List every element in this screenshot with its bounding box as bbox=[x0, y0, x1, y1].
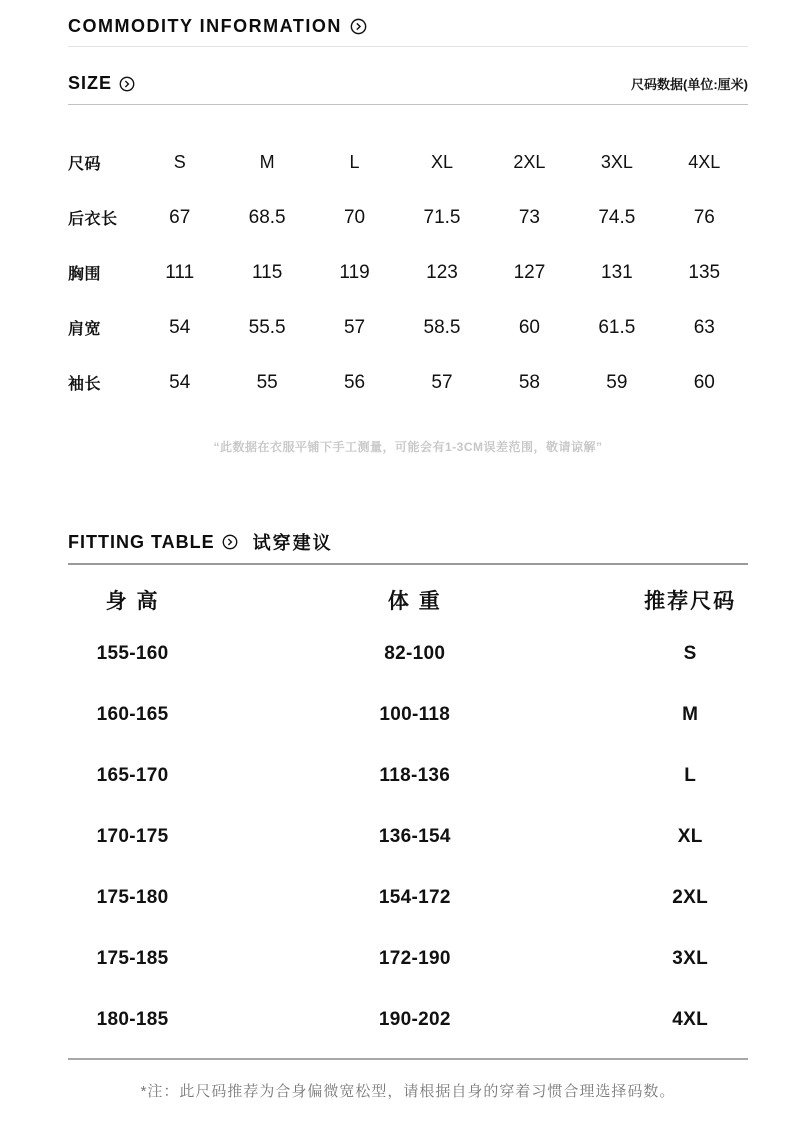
fitting-table-row bbox=[68, 989, 748, 1050]
size-table bbox=[68, 135, 748, 410]
fitting-column-header: 身 高 bbox=[105, 590, 160, 613]
size-value-cell: 111 bbox=[165, 261, 195, 283]
recommended-size-cell: 4XL bbox=[672, 1008, 709, 1030]
page-title-text: COMMODITY INFORMATION bbox=[68, 16, 342, 36]
size-value-cell: 63 bbox=[693, 316, 715, 338]
size-value-cell: 74.5 bbox=[598, 206, 636, 228]
circle-arrow-icon bbox=[350, 18, 367, 35]
size-section-header bbox=[68, 73, 748, 94]
height-range-cell: 155-160 bbox=[96, 642, 169, 664]
fitting-table-row bbox=[68, 623, 748, 684]
unit-label: 尺码数据(单位:厘米) bbox=[631, 77, 748, 92]
height-range-cell: 170-175 bbox=[96, 825, 169, 847]
size-heading bbox=[68, 73, 135, 94]
fitting-heading-en: FITTING TABLE bbox=[68, 531, 215, 552]
size-column-header: 3XL bbox=[600, 152, 633, 172]
size-value-cell: 59 bbox=[606, 371, 628, 393]
size-value-cell: 55.5 bbox=[248, 316, 286, 338]
recommended-size-cell: 3XL bbox=[672, 947, 709, 969]
fitting-table-row bbox=[68, 745, 748, 806]
size-value-cell: 60 bbox=[518, 316, 540, 338]
size-value-cell: 58 bbox=[518, 371, 540, 393]
height-range-cell: 165-170 bbox=[96, 764, 169, 786]
recommended-size-cell: XL bbox=[677, 825, 703, 847]
size-row-label: 后衣长 bbox=[68, 211, 118, 228]
recommended-size-cell: S bbox=[683, 642, 697, 664]
size-value-cell: 71.5 bbox=[423, 206, 461, 228]
fitting-section-header bbox=[68, 529, 748, 555]
size-value-cell: 131 bbox=[601, 261, 633, 283]
height-range-cell: 180-185 bbox=[96, 1008, 169, 1030]
size-value-cell: 57 bbox=[343, 316, 366, 338]
fitting-heading-zh: 试穿建议 bbox=[252, 533, 333, 553]
size-value-cell: 54 bbox=[169, 371, 191, 393]
size-value-cell: 56 bbox=[343, 371, 366, 393]
size-row-label: 肩宽 bbox=[68, 321, 102, 338]
fitting-table-row bbox=[68, 867, 748, 928]
fitting-table-row bbox=[68, 806, 748, 867]
size-column-header: XL bbox=[430, 152, 453, 172]
size-value-cell: 115 bbox=[251, 261, 283, 283]
fitting-column-header: 体 重 bbox=[387, 590, 442, 613]
size-value-cell: 61.5 bbox=[598, 316, 636, 338]
size-value-cell: 58.5 bbox=[423, 316, 461, 338]
size-row-label: 尺码 bbox=[68, 156, 102, 173]
recommended-size-cell: L bbox=[684, 764, 697, 786]
size-heading-text: SIZE bbox=[68, 73, 113, 93]
size-table-header-row bbox=[68, 135, 748, 190]
fitting-table-row bbox=[68, 684, 748, 745]
size-column-header: 2XL bbox=[513, 152, 546, 172]
size-value-cell: 57 bbox=[431, 371, 453, 393]
size-value-cell: 67 bbox=[169, 206, 191, 228]
size-table-row bbox=[68, 190, 748, 245]
height-range-cell: 175-185 bbox=[96, 947, 169, 969]
height-range-cell: 160-165 bbox=[96, 703, 169, 725]
fitting-table-row bbox=[68, 928, 748, 989]
divider bbox=[68, 104, 748, 105]
size-column-header: M bbox=[259, 152, 275, 172]
size-value-cell: 123 bbox=[426, 261, 458, 283]
weight-range-cell: 190-202 bbox=[378, 1008, 451, 1030]
height-range-cell: 175-180 bbox=[96, 886, 169, 908]
size-value-cell: 119 bbox=[339, 261, 370, 283]
size-table-row bbox=[68, 355, 748, 410]
size-column-header: L bbox=[349, 152, 360, 172]
size-value-cell: 76 bbox=[693, 206, 715, 228]
weight-range-cell: 172-190 bbox=[378, 947, 451, 969]
circle-arrow-icon bbox=[119, 76, 135, 92]
size-row-label: 胸围 bbox=[68, 266, 102, 283]
size-table-row bbox=[68, 300, 748, 355]
size-value-cell: 54 bbox=[169, 316, 191, 338]
weight-range-cell: 118-136 bbox=[379, 764, 451, 786]
weight-range-cell: 100-118 bbox=[379, 703, 451, 725]
size-value-cell: 68.5 bbox=[248, 206, 286, 228]
weight-range-cell: 154-172 bbox=[378, 886, 451, 908]
size-value-cell: 70 bbox=[343, 206, 366, 228]
fitting-table-header-row bbox=[68, 577, 748, 623]
weight-range-cell: 82-100 bbox=[384, 642, 446, 664]
size-value-cell: 135 bbox=[688, 261, 721, 283]
size-table-row bbox=[68, 245, 748, 300]
fitting-table bbox=[68, 577, 748, 1050]
fitting-heading bbox=[68, 529, 333, 555]
recommended-size-cell: 2XL bbox=[672, 886, 709, 908]
size-value-cell: 73 bbox=[518, 206, 540, 228]
fitting-column-header: 推荐尺码 bbox=[644, 590, 737, 613]
divider bbox=[68, 46, 748, 47]
circle-arrow-icon bbox=[222, 534, 238, 550]
weight-range-cell: 136-154 bbox=[378, 825, 451, 847]
measurement-note: “此数据在衣服平铺下手工测量，可能会有1-3CM误差范围，敬请谅解” bbox=[213, 440, 603, 454]
size-value-cell: 55 bbox=[256, 371, 278, 393]
size-value-cell: 127 bbox=[513, 261, 546, 283]
divider bbox=[68, 563, 748, 565]
recommended-size-cell: M bbox=[682, 703, 699, 725]
size-column-header: S bbox=[173, 152, 186, 172]
size-value-cell: 60 bbox=[693, 371, 715, 393]
divider bbox=[68, 1058, 748, 1060]
size-footnote: *注：此尺码推荐为合身偏微宽松型，请根据自身的穿着习惯合理选择码数。 bbox=[140, 1083, 676, 1100]
size-row-label: 袖长 bbox=[68, 376, 102, 393]
size-column-header: 4XL bbox=[688, 152, 721, 172]
page-title bbox=[68, 16, 748, 37]
